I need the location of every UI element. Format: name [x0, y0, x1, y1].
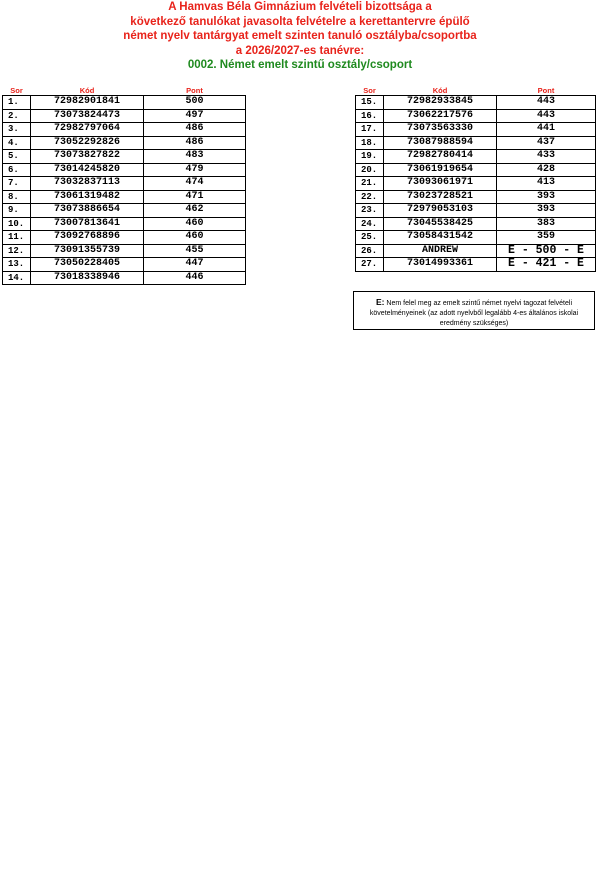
- applicant-code-cell: 73073824473: [31, 109, 144, 123]
- applicant-code-cell: 73087988594: [384, 136, 497, 150]
- table-row: [356, 177, 596, 191]
- row-number-cell: 24.: [356, 217, 384, 231]
- row-number-cell: 8.: [3, 190, 31, 204]
- score-cell: 471: [144, 190, 246, 204]
- score-cell: 393: [497, 204, 596, 218]
- row-number-cell: 9.: [3, 204, 31, 218]
- row-number-cell: 16.: [356, 109, 384, 123]
- left-results-table: [2, 86, 246, 285]
- row-number-cell: 25.: [356, 231, 384, 245]
- score-cell: 483: [144, 150, 246, 164]
- applicant-code-cell: ANDREW: [384, 244, 497, 258]
- column-header-pont: Pont: [537, 86, 555, 95]
- applicant-code-cell: 72982901841: [31, 96, 144, 110]
- score-cell: 462: [144, 204, 246, 218]
- table-row: [356, 244, 596, 258]
- score-cell: 479: [144, 163, 246, 177]
- score-cell: 437: [497, 136, 596, 150]
- applicant-code-cell: 73007813641: [31, 217, 144, 231]
- table-row: [356, 150, 596, 164]
- score-cell: 486: [144, 123, 246, 137]
- table-row: [3, 109, 246, 123]
- row-number-cell: 26.: [356, 244, 384, 258]
- applicant-code-cell: 73092768896: [31, 231, 144, 245]
- applicant-code-cell: 73014993361: [384, 258, 497, 272]
- table-row: [3, 150, 246, 164]
- legend-note-label: E:: [375, 297, 385, 307]
- row-number-cell: 3.: [3, 123, 31, 137]
- table-row: [356, 217, 596, 231]
- table-row: [3, 163, 246, 177]
- score-cell: 441: [497, 123, 596, 137]
- table-row: [356, 204, 596, 218]
- applicant-code-cell: 72982797064: [31, 123, 144, 137]
- table-row: [356, 96, 596, 110]
- table-row: [3, 244, 246, 258]
- score-cell: 486: [144, 136, 246, 150]
- row-number-cell: 20.: [356, 163, 384, 177]
- applicant-code-cell: 72982780414: [384, 150, 497, 164]
- applicant-code-cell: 73093061971: [384, 177, 497, 191]
- table-row: [3, 231, 246, 245]
- score-cell: 359: [497, 231, 596, 245]
- row-number-cell: 23.: [356, 204, 384, 218]
- table-row: [3, 217, 246, 231]
- applicant-code-cell: 72982933845: [384, 96, 497, 110]
- applicant-code-cell: 73023728521: [384, 190, 497, 204]
- score-cell: 447: [144, 258, 246, 272]
- applicant-code-cell: 73045538425: [384, 217, 497, 231]
- applicant-code-cell: 73014245820: [31, 163, 144, 177]
- table-row: [356, 231, 596, 245]
- score-cell: 443: [497, 96, 596, 110]
- page-header: [0, 0, 600, 73]
- row-number-cell: 14.: [3, 271, 31, 285]
- score-cell: 474: [144, 177, 246, 191]
- row-number-cell: 10.: [3, 217, 31, 231]
- legend-note-box: [353, 291, 595, 330]
- applicant-code-cell: 73032837113: [31, 177, 144, 191]
- row-number-cell: 5.: [3, 150, 31, 164]
- row-number-cell: 4.: [3, 136, 31, 150]
- right-results-table: [355, 86, 596, 272]
- row-number-cell: 27.: [356, 258, 384, 272]
- table-row: [3, 204, 246, 218]
- table-row: [3, 258, 246, 272]
- applicant-code-cell: 72979053103: [384, 204, 497, 218]
- score-cell: E - 500 - E: [497, 244, 596, 258]
- table-row: [3, 96, 246, 110]
- score-cell: 497: [144, 109, 246, 123]
- legend-note-text: Nem felel meg az emelt szintű német nyelvi tagozat felvételi követelményeinek (az adott nyelvből legalább 4-es általános iskolai eredmény szükséges): [369, 300, 579, 327]
- applicant-code-cell: 73073827822: [31, 150, 144, 164]
- applicant-code-cell: 73052292826: [31, 136, 144, 150]
- row-number-cell: 7.: [3, 177, 31, 191]
- score-cell: 446: [144, 271, 246, 285]
- applicant-code-cell: 73091355739: [31, 244, 144, 258]
- right-results-table-block: [355, 86, 596, 272]
- column-header-sor: Sor: [10, 86, 23, 95]
- score-cell: 443: [497, 109, 596, 123]
- row-number-cell: 18.: [356, 136, 384, 150]
- row-number-cell: 21.: [356, 177, 384, 191]
- applicant-code-cell: 73018338946: [31, 271, 144, 285]
- applicant-code-cell: 73058431542: [384, 231, 497, 245]
- applicant-code-cell: 73061319482: [31, 190, 144, 204]
- table-header-row: [356, 86, 596, 96]
- table-row: [356, 109, 596, 123]
- row-number-cell: 15.: [356, 96, 384, 110]
- header-line-2: következő tanulókat javasolta felvételre a kerettantervre épülő: [130, 15, 470, 28]
- score-cell: E - 421 - E: [497, 258, 596, 272]
- header-line-4: a 2026/2027-es tanévre:: [235, 44, 365, 57]
- applicant-code-cell: 73062217576: [384, 109, 497, 123]
- score-cell: 413: [497, 177, 596, 191]
- table-row: [3, 136, 246, 150]
- column-header-pont: Pont: [186, 86, 203, 95]
- score-cell: 428: [497, 163, 596, 177]
- score-cell: 433: [497, 150, 596, 164]
- table-row: [356, 163, 596, 177]
- table-row: [356, 190, 596, 204]
- score-cell: 383: [497, 217, 596, 231]
- applicant-code-cell: 73050228405: [31, 258, 144, 272]
- table-row: [356, 258, 596, 272]
- row-number-cell: 19.: [356, 150, 384, 164]
- row-number-cell: 6.: [3, 163, 31, 177]
- table-row: [3, 271, 246, 285]
- row-number-cell: 1.: [3, 96, 31, 110]
- applicant-code-cell: 73061919654: [384, 163, 497, 177]
- row-number-cell: 17.: [356, 123, 384, 137]
- row-number-cell: 13.: [3, 258, 31, 272]
- row-number-cell: 22.: [356, 190, 384, 204]
- column-header-kod: Kód: [432, 86, 448, 95]
- score-cell: 500: [144, 96, 246, 110]
- header-line-3: német nyelv tantárgyat emelt szinten tanuló osztályba/csoportba: [123, 30, 477, 43]
- table-row: [3, 177, 246, 191]
- row-number-cell: 11.: [3, 231, 31, 245]
- column-header-kod: Kód: [79, 86, 95, 95]
- table-row: [3, 123, 246, 137]
- header-line-1: A Hamvas Béla Gimnázium felvételi bizottsága a: [168, 1, 432, 13]
- table-row: [356, 123, 596, 137]
- applicant-code-cell: 73073563330: [384, 123, 497, 137]
- score-cell: 393: [497, 190, 596, 204]
- column-header-sor: Sor: [363, 86, 376, 95]
- left-results-table-block: [2, 86, 246, 285]
- score-cell: 460: [144, 231, 246, 245]
- class-group-title: 0002. Német emelt szintű osztály/csoport: [187, 59, 413, 72]
- score-cell: 455: [144, 244, 246, 258]
- applicant-code-cell: 73073886654: [31, 204, 144, 218]
- table-header-row: [3, 86, 246, 96]
- score-cell: 460: [144, 217, 246, 231]
- row-number-cell: 12.: [3, 244, 31, 258]
- row-number-cell: 2.: [3, 109, 31, 123]
- table-row: [3, 190, 246, 204]
- table-row: [356, 136, 596, 150]
